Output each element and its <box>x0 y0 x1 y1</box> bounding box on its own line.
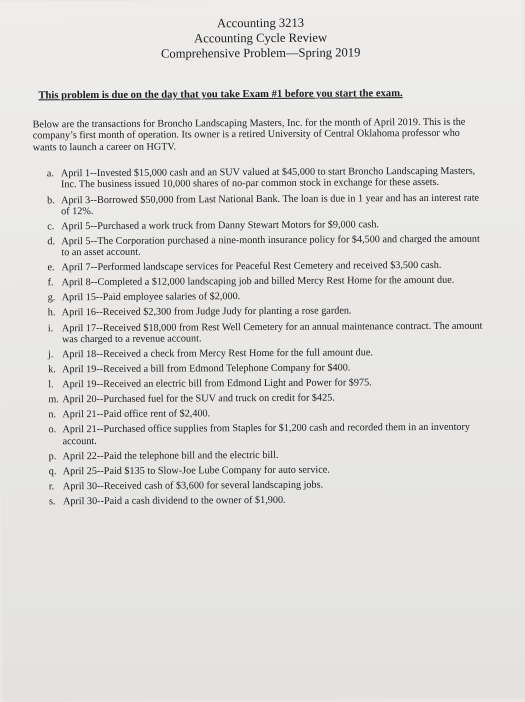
transaction-letter: r. <box>48 481 55 493</box>
transaction-item <box>48 448 486 462</box>
transaction-text: April 19--Received an electric bill from Edmond Light and Power for $975. <box>62 377 372 391</box>
transaction-letter: d. <box>47 236 56 248</box>
transaction-letter: c. <box>47 221 55 233</box>
intro-paragraph: Below are the transactions for Broncho Landscaping Masters, Inc. for the month of April 2019. This is the company’s first month of operation. Its owner is a retired University of Central Oklahoma professor who wants to launch a career on HGTV. <box>32 116 466 154</box>
transaction-text: April 19--Received a bill from Edmond Telephone Company for $400. <box>62 362 351 376</box>
transaction-text: April 30--Paid a cash dividend to the owner of $1,900. <box>62 494 286 508</box>
transaction-text: April 30--Received cash of $3,600 for several landscaping jobs. <box>62 479 324 493</box>
transaction-item <box>48 478 486 493</box>
transaction-text: April 22--Paid the telephone bill and the electric bill. <box>62 449 279 462</box>
transaction-text: April 17--Received $18,000 from Rest Well Cemetery for an annual maintenance contract. The amount was charged to a revenue account. <box>61 320 483 346</box>
transaction-letter: i. <box>47 322 54 334</box>
transaction-list <box>46 165 486 508</box>
transaction-text: April 7--Performed landscape services for Peaceful Rest Cemetery and received $3,500 cash. <box>61 260 442 274</box>
transaction-item <box>50 377 485 391</box>
transaction-letter: f. <box>47 277 54 289</box>
transaction-letter: a. <box>46 168 55 180</box>
transaction-item <box>46 165 484 191</box>
transaction-item <box>49 218 484 232</box>
transaction-item <box>47 305 485 319</box>
transaction-text: April 25--Paid $135 to Slow-Joe Lube Company for auto service. <box>62 464 330 477</box>
transaction-letter: p. <box>48 450 57 462</box>
transaction-item <box>48 494 486 508</box>
due-date-notice: This problem is due on the day that you take Exam #1 before you start the exam. <box>38 88 403 102</box>
transaction-item <box>49 234 484 259</box>
transaction-text: April 1--Invested $15,000 cash and an SUV valued at $45,000 to start Broncho Landscaping Masters, Inc. The business issued 10,000 shares of no-par common stock in exchange for these assets. <box>60 165 476 191</box>
document-header <box>0 14 523 62</box>
transaction-item <box>47 320 485 346</box>
transaction-item <box>47 275 485 289</box>
transaction-letter: g. <box>47 292 56 304</box>
transaction-text: April 5--The Corporation purchased a nine-month insurance policy for $4,500 and charged the amount to an asset account. <box>61 233 480 259</box>
transaction-letter: n. <box>48 409 57 421</box>
transaction-item <box>50 362 485 376</box>
document-subtitle: Comprehensive Problem—Spring 2019 <box>160 45 361 61</box>
transaction-text: April 21--Paid office rent of $2,400. <box>62 408 211 421</box>
transaction-item <box>48 463 486 478</box>
transaction-item <box>47 347 485 361</box>
transaction-text: April 5--Purchased a work truck from Danny Stewart Motors for $9,000 cash. <box>61 219 379 233</box>
transaction-text: April 16--Received $2,300 from Judge Judy for planting a rose garden. <box>61 305 352 319</box>
transaction-item <box>49 260 484 274</box>
transaction-item <box>49 192 484 217</box>
transaction-letter: k. <box>48 364 56 376</box>
transaction-item <box>50 407 485 421</box>
document-title: Accounting Cycle Review <box>194 30 328 46</box>
transaction-text: April 21--Purchased office supplies from Staples for $1,200 cash and recorded them in an inventory account. <box>62 422 471 447</box>
transaction-letter: j. <box>47 349 54 361</box>
transaction-text: April 18--Received a check from Mercy Rest Home for the full amount due. <box>61 347 373 361</box>
transaction-item <box>50 392 485 406</box>
course-number: Accounting 3213 <box>216 15 305 31</box>
transaction-letter: b. <box>47 194 55 206</box>
transaction-item <box>47 290 485 304</box>
transaction-text: April 8--Completed a $12,000 landscaping job and billed Mercy Rest Home for the amount due. <box>61 275 455 289</box>
transaction-letter: l. <box>48 379 54 391</box>
transaction-letter: m. <box>48 394 59 406</box>
transaction-letter: s. <box>48 496 56 508</box>
transaction-item <box>50 422 485 447</box>
transaction-letter: h. <box>47 307 56 319</box>
transaction-letter: q. <box>48 465 57 478</box>
transaction-letter: e. <box>47 262 55 274</box>
transaction-text: April 15--Paid employee salaries of $2,000. <box>61 291 241 304</box>
transaction-text: April 3--Borrowed $50,000 from Last National Bank. The loan is due in 1 year and has an interest rate of 12%. <box>61 192 480 217</box>
transaction-text: April 20--Purchased fuel for the SUV and truck on credit for $425. <box>62 392 335 406</box>
transaction-letter: o. <box>48 424 57 436</box>
